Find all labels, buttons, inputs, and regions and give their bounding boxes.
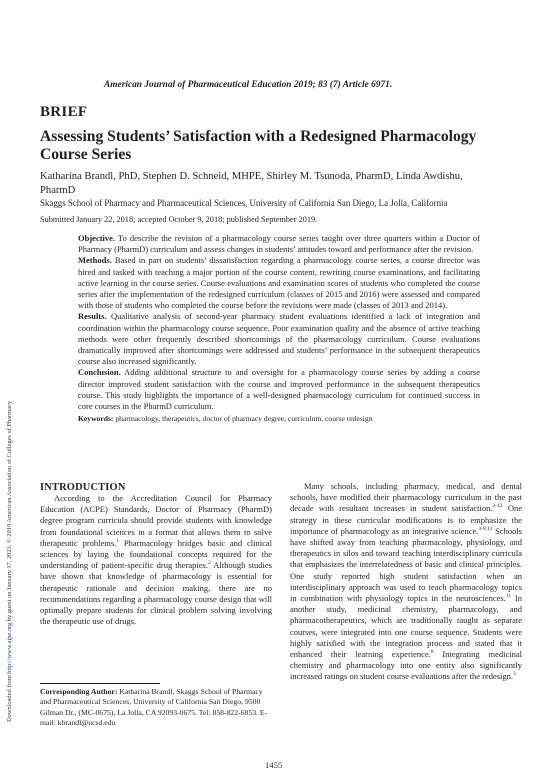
section-label: BRIEF (40, 104, 88, 120)
journal-header: American Journal of Pharmaceutical Education 2019; 83 (7) Article 6971. (104, 80, 393, 90)
citation: 11 (505, 593, 512, 600)
intro-paragraph-2 (290, 481, 522, 683)
ajpe-link[interactable]: http://www.ajpe.org (6, 622, 13, 674)
citation: 3 (513, 671, 516, 678)
citation: 3-8,11 (478, 525, 493, 532)
abstract-results (78, 311, 480, 367)
intro-text: Schools have shifted away from teaching pharmacology, physiology, and therapeutics in silos and toward teaching interdisciplinary curricula that emphasizes the interrelatedness of basic and clinical principles. One study reported high student satisfaction when an interdisciplinary approach was used to teach pharmacology topics in combination with physiology topics in the neurosciences. (290, 525, 522, 604)
intro-left-column (40, 493, 272, 627)
citation: 3-12 (492, 503, 503, 510)
conclusion-label: Conclusion. (78, 367, 121, 378)
intro-text: Although studies have shown that knowledge of pharmacology is essential for therapeutic rationale and decision making, there are no recommendations regarding a pharmacology course design that will optimally prepare students for clinical problem solving involving the therapeutic use of drugs. (40, 560, 272, 627)
download-prefix: Downloaded from (6, 673, 13, 722)
citation: 8 (430, 649, 434, 656)
submission-dates: Submitted January 22, 2018; accepted October 9, 2018; published September 2019. (40, 215, 318, 224)
abstract (78, 233, 480, 424)
abstract-conclusion (78, 367, 480, 412)
objective-label: Objective. (78, 233, 116, 243)
page-number: 1455 (265, 760, 283, 770)
keywords-label: Keywords: (78, 414, 114, 424)
intro-text: Integrating medicinal chemistry and pharmacology into one entity also significantly increased ratings on student course evaluations after the redesign. (290, 649, 522, 682)
methods-text: Based in part on students’ dissatisfaction regarding a pharmacology course series, a course director was hired and tasked with teaching a major portion of the course content, rewriting course examinations, and facilitating active learning in the course series. Course evaluations and examination scores of students who completed the course series after the implementation of the redesigned curriculum (classes of 2015 and 2016) were assessed and compared with those of students who completed the course before the revisions were made (classes of 2013 and 2014). (78, 255, 480, 311)
corresponding-author (40, 687, 272, 729)
download-notice (6, 401, 13, 722)
intro-text: Many schools, including pharmacy, medical, and dental schools, have modified their pharmacology curriculum in the past decade with resultant increases in student satisfaction. (290, 481, 522, 514)
intro-paragraph-1 (40, 493, 272, 627)
intro-text: Pharmacology bridges basic and clinical sciences by laying the foundational concepts required for the understanding of patient-specific drug therapies. (40, 537, 273, 571)
footnote-divider (40, 683, 160, 684)
download-sidebar (0, 0, 26, 777)
intro-heading: INTRODUCTION (40, 482, 126, 493)
intro-text: According to the Accreditation Council for Pharmacy Education (ACPE) Standards, Doctor of Pharmacy (PharmD) degree program curricula should provide students with knowledge from foundational sciences in a format that allows them to solve therapeutic problems. (40, 493, 272, 548)
corresponding-text: Katharina Brandl, Skaggs School of Pharmacy and Pharmaceutical Sciences, University of California San Diego, 9500 Gilman Dr., (MC-0675), La Jolla, CA 92093-0675. Tel: 858-822-6853. E-mail: kbrandl@ucsd.edu (40, 687, 268, 728)
results-label: Results. (78, 311, 107, 322)
methods-label: Methods. (78, 255, 112, 266)
intro-right-column (290, 481, 522, 683)
article-title: Assessing Students’ Satisfaction with a Redesigned Pharmacology Course Series (40, 128, 477, 163)
abstract-methods (78, 255, 480, 311)
abstract-keywords (78, 413, 480, 424)
affiliation: Skaggs School of Pharmacy and Pharmaceutical Sciences, University of California San Diego, La Jolla, California (40, 198, 448, 208)
intro-text: One strategy in these curricular modifications is to emphasize the importance of pharmacology as an integrative science. (290, 503, 523, 536)
citation: 1 (116, 537, 120, 544)
intro-text: In another study, medicinal chemistry, pharmacology, and pharmacotherapeutics, which are traditionally taught as separate courses, were integrated into one course sequence. Students were highly satisfied with the integration process and stated that it enhanced their learning experience. (290, 593, 522, 660)
results-text: Qualitative analysis of second-year pharmacy student evaluations identified a lack of integration and coordination within the pharmacology course sequence. Poor examination quality and the absence of active teaching methods were other frequently described shortcomings of the pharmacology curriculum. Course evaluations dramatically improved after shortcomings were addressed and students’ performance in the subsequent therapeutics course also increased significantly. (78, 311, 480, 367)
objective-text: To describe the revision of a pharmacology course series taught over three quarters within a Doctor of Pharmacy (PharmD) curriculum and assess changes in students’ attitudes toward and performance after the revision. (78, 233, 480, 255)
author-list: Katharina Brandl, PhD, Stephen D. Schneid, MHPE, Shirley M. Tsunoda, PharmD, Linda Awdishu, PharmD (40, 171, 463, 196)
abstract-objective (78, 233, 480, 255)
conclusion-text: Adding additional structure to and oversight for a pharmacology course series by adding a course director improved student satisfaction with the course and improved performance in the subsequent therapeutics course. This study highlights the importance of a well-designed pharmacology curriculum for continued success in core courses in the PharmD curriculum. (78, 367, 480, 412)
corresponding-label: Corresponding Author: (40, 687, 118, 696)
keywords-text: pharmacology, therapeutics, doctor of pharmacy degree, curriculum, course redesign (113, 414, 373, 424)
download-suffix: by guest on January 17, 2023. © 2019 American Association of Colleges of Pharmacy (6, 401, 13, 623)
citation: 2 (208, 560, 211, 567)
